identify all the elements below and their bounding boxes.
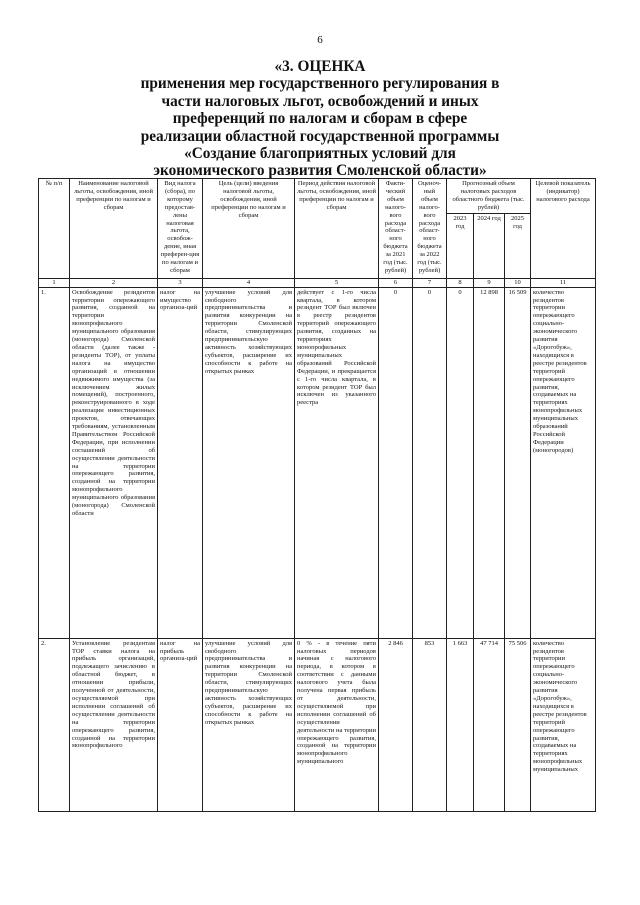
- title-line: «Создание благоприятных условий для: [184, 145, 456, 163]
- column-number: 4: [203, 278, 295, 287]
- header-goal: Цель (цели) введения налоговой льготы, освобождения, иной преференции по налогам и сборам: [203, 179, 295, 279]
- title-line: экономического развития Смоленской области»: [153, 162, 487, 180]
- column-number: 3: [158, 278, 203, 287]
- page-number: 6: [317, 34, 323, 46]
- row-forecast-2023: 1 663: [447, 638, 474, 811]
- row-goal: улучшение условий для свободного предпринимательства и развития конкуренции на территории Смоленской области, стимулирующих предпринимательскую активность хозяйствующих субъектов, расширение их способности к работе на открытых рынках: [203, 638, 295, 811]
- row-period: 0 % - в течение пяти налоговых периодов начиная с налогового периода, в котором в соответствии с данными налогового учета была получена первая прибыль от деятельности, осуществляемой при исполнении соглашений об осуществлении деятельности на территории опережающего развития, созданной на территории монопрофильного муниципального: [295, 638, 379, 811]
- row-indicator: количество резидентов территории опережающего социально-экономического развития «Дорогобуж», находящихся в реестре резидентов территорий опережающего развития, создаваемых на территориях монопрофильных муниципальных: [531, 638, 596, 811]
- header-row: [39, 179, 596, 214]
- row-forecast-2024: 47 714: [474, 638, 505, 811]
- row-tax-type: налог на имущество организа-ций: [158, 287, 203, 638]
- header-num: № п/п: [39, 179, 70, 279]
- header-year-2024: 2024 год: [474, 213, 505, 278]
- title-line: «3. ОЦЕНКА: [274, 58, 366, 75]
- row-forecast-2025: 16 509: [505, 287, 531, 638]
- row-estimate-2022: 853: [413, 638, 447, 811]
- header-fact: Факти-ческий объем налого-вого расхода област-ного бюджета за 2021 год (тыс. рублей): [379, 179, 413, 279]
- column-number: 7: [413, 278, 447, 287]
- table-row: [39, 638, 596, 811]
- header-estimate: Оценоч-ный объем налого-вого расхода област-ного бюджета за 2022 год (тыс. рублей): [413, 179, 447, 279]
- row-name: Освобождение резидентов территории опережающего развития, созданной на территории монопрофильного муниципального образования (моногорода) Смоленской области (далее также - резиденты ТОР), от уплаты налога на имущество организаций в отношении недвижимого имущества (за исключением жилых помещений), построенного, реконструированного в ходе реализации инвестиционных проектов, отвечающих требованиям, установленным Правительством Российской Федерации, при исполнении соглашений об осуществлении деятельности на территории опережающего развития, созданной на территории монопрофильного муниципального образования (моногорода) Смоленской области: [70, 287, 158, 638]
- title-line: преференций по налогам и сборам в сфере: [172, 110, 468, 128]
- table-row: [39, 287, 596, 638]
- row-indicator: количество резидентов территории опережающего социально-экономического развития «Дорогобуж», находящихся в реестре резидентов территорий опережающего развития, создаваемых на территориях монопрофильных муниципальных образований Российской Федерации (моногородов): [531, 287, 596, 638]
- row-forecast-2025: 75 506: [505, 638, 531, 811]
- column-number: 9: [474, 278, 505, 287]
- header-indicator: Целевой показатель (индикатор) налогового расхода: [531, 179, 596, 279]
- column-number: 11: [531, 278, 596, 287]
- document-title: [60, 58, 580, 180]
- row-fact-2021: 2 846: [379, 638, 413, 811]
- header-type: Вид налога (сбора), по которому предостав-лены налоговая льгота, освобож-дение, иная преферен-ция по налогам и сборам: [158, 179, 203, 279]
- title-line: реализации областной государственной программы: [140, 127, 500, 145]
- column-number-row: [39, 278, 596, 287]
- title-line: применения мер государственного регулирования в: [140, 75, 500, 93]
- row-period: действует с 1-го числа квартала, в котором резидент ТОР был включен в реестр резидентов территорий опережающего развития, созданных на территориях монопрофильных муниципальных образований Российской Федерации, и прекращается с 1-го числа квартала, в котором резидент ТОР был исключен из указанного реестра: [295, 287, 379, 638]
- row-num: 2.: [39, 638, 70, 811]
- column-number: 5: [295, 278, 379, 287]
- row-forecast-2023: 0: [447, 287, 474, 638]
- column-number: 6: [379, 278, 413, 287]
- row-tax-type: налог на прибыль организа-ций: [158, 638, 203, 811]
- row-num: 1.: [39, 287, 70, 638]
- title-line: части налоговых льгот, освобождений и иных: [161, 92, 479, 110]
- column-number: 2: [70, 278, 158, 287]
- tax-expenditure-table: [38, 178, 596, 812]
- row-estimate-2022: 0: [413, 287, 447, 638]
- header-year-2025: 2025 год: [505, 213, 531, 278]
- column-number: 8: [447, 278, 474, 287]
- header-period: Период действия налоговой льготы, освобождения, иной преференции по налогам и сборам: [295, 179, 379, 279]
- row-goal: улучшение условий для свободного предпринимательства и развития конкуренции на территории Смоленской области, стимулирующих предпринимательскую активность хозяйствующих субъектов, расширение их способности к работе на открытых рынках: [203, 287, 295, 638]
- column-number: 1: [39, 278, 70, 287]
- header-forecast: Прогнозный объем налоговых расходов областного бюджета (тыс. рублей): [447, 179, 531, 214]
- row-forecast-2024: 12 898: [474, 287, 505, 638]
- header-year-2023: 2023 год: [447, 213, 474, 278]
- row-name: Установление резидентам ТОР ставки налога на прибыль организаций, подлежащего зачислению в областной бюджет, в отношении прибыли, полученной от деятельности, осуществляемой при исполнении соглашений об осуществлении деятельности на территории опережающего развития, созданной на территории монопрофильного: [70, 638, 158, 811]
- row-fact-2021: 0: [379, 287, 413, 638]
- header-name: Наименование налоговой льготы, освобождения, иной преференции по налогам и сборам: [70, 179, 158, 279]
- column-number: 10: [505, 278, 531, 287]
